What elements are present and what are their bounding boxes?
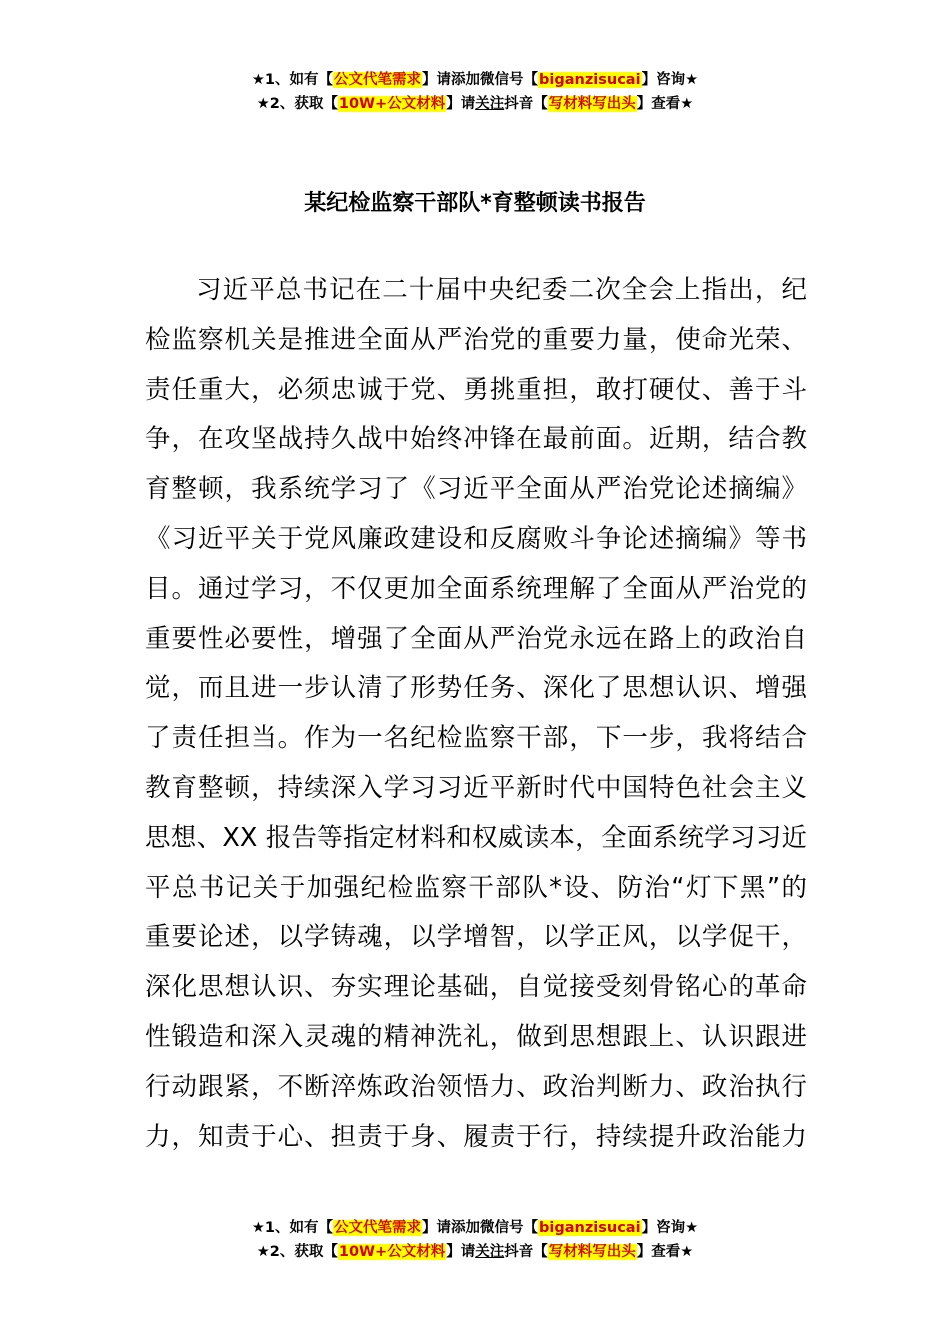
- banner-emphasis: 加: [465, 72, 481, 88]
- banner-text: 抖音【: [504, 96, 548, 112]
- banner-text: 】请添: [422, 1220, 466, 1236]
- body-line: 思想、XX 报告等指定材料和权威读本，全面系统学习习近: [145, 822, 807, 853]
- banner-text: 】请添: [422, 72, 466, 88]
- body-line: 目。通过学习，不仅更加全面系统理解了全面从严治党的: [145, 573, 807, 604]
- banner-text: 】查看★: [636, 1244, 694, 1260]
- body-line: 检监察机关是推进全面从严治党的重要力量，使命光荣、: [145, 324, 807, 355]
- banner-text: 微信号【: [480, 72, 539, 88]
- banner-text: ★1、如有【: [251, 72, 334, 88]
- banner-highlight: 10W+公文材料: [338, 96, 446, 112]
- banner-line-2: [0, 1240, 950, 1264]
- banner-emphasis: 加: [465, 1220, 481, 1236]
- banner-highlight: 公文代笔需求: [334, 1220, 422, 1236]
- banner-highlight: biganzisucai: [539, 1220, 641, 1236]
- banner-line-1: [0, 1216, 950, 1240]
- banner-text: 微信号【: [480, 1220, 539, 1236]
- body-line: 育整顿，我系统学习了《习近平全面从严治党论述摘编》: [145, 474, 807, 505]
- document-title: 某纪检监察干部队*育整顿读书报告: [304, 191, 646, 216]
- body-line: 深化思想认识、夯实理论基础，自觉接受刻骨铭心的革命: [145, 972, 807, 1003]
- banner-text: 】请: [446, 1244, 476, 1260]
- body-line: 习近平总书记在二十届中央纪委二次全会上指出，纪: [196, 275, 807, 305]
- banner-highlight: 写材料写出头: [548, 1244, 636, 1260]
- body-line: 力，知责于心、担责于身、履责于行，持续提升政治能力: [145, 1121, 807, 1152]
- body-line: 重要论述，以学铸魂，以学增智，以学正风，以学促干，: [145, 922, 807, 953]
- banner-line-1: [0, 68, 950, 92]
- header-banner: [0, 68, 950, 116]
- body-paragraph: [145, 266, 807, 1162]
- body-line: 觉，而且进一步认清了形势任务、深化了思想认识、增强: [145, 673, 807, 704]
- banner-text: ★1、如有【: [251, 1220, 334, 1236]
- banner-highlight: 写材料写出头: [548, 96, 636, 112]
- banner-text: 】请: [446, 96, 476, 112]
- banner-highlight: biganzisucai: [539, 72, 641, 88]
- banner-text: 抖音【: [504, 1244, 548, 1260]
- banner-highlight: 10W+公文材料: [338, 1244, 446, 1260]
- footer-banner: [0, 1216, 950, 1264]
- body-line: 行动跟紧，不断淬炼政治领悟力、政治判断力、政治执行: [145, 1071, 807, 1102]
- banner-text: 】咨询★: [641, 1220, 699, 1236]
- banner-line-2: [0, 92, 950, 116]
- body-line: 了责任担当。作为一名纪检监察干部，下一步，我将结合: [145, 723, 807, 754]
- body-line: 《习近平关于党风廉政建设和反腐败斗争论述摘编》等书: [145, 523, 807, 554]
- banner-text: ★2、获取【: [256, 96, 338, 112]
- body-line: 责任重大，必须忠诚于党、勇挑重担，敢打硬仗、善于斗: [145, 374, 807, 405]
- banner-text: 】咨询★: [641, 72, 699, 88]
- banner-text: 】查看★: [636, 96, 694, 112]
- banner-highlight: 公文代笔需求: [334, 72, 422, 88]
- banner-emphasis: 关注: [475, 1244, 505, 1260]
- body-line: 性锻造和深入灵魂的精神洗礼，做到思想跟上、认识跟进: [145, 1021, 807, 1052]
- body-line: 争，在攻坚战持久战中始终冲锋在最前面。近期，结合教: [145, 424, 807, 455]
- body-line: 教育整顿，持续深入学习习近平新时代中国特色社会主义: [145, 772, 807, 803]
- body-line: 重要性必要性，增强了全面从严治党永远在路上的政治自: [145, 623, 807, 654]
- banner-emphasis: 关注: [475, 96, 505, 112]
- banner-text: ★2、获取【: [256, 1244, 338, 1260]
- body-line: 平总书记关于加强纪检监察干部队*设、防治“灯下黑”的: [145, 872, 807, 903]
